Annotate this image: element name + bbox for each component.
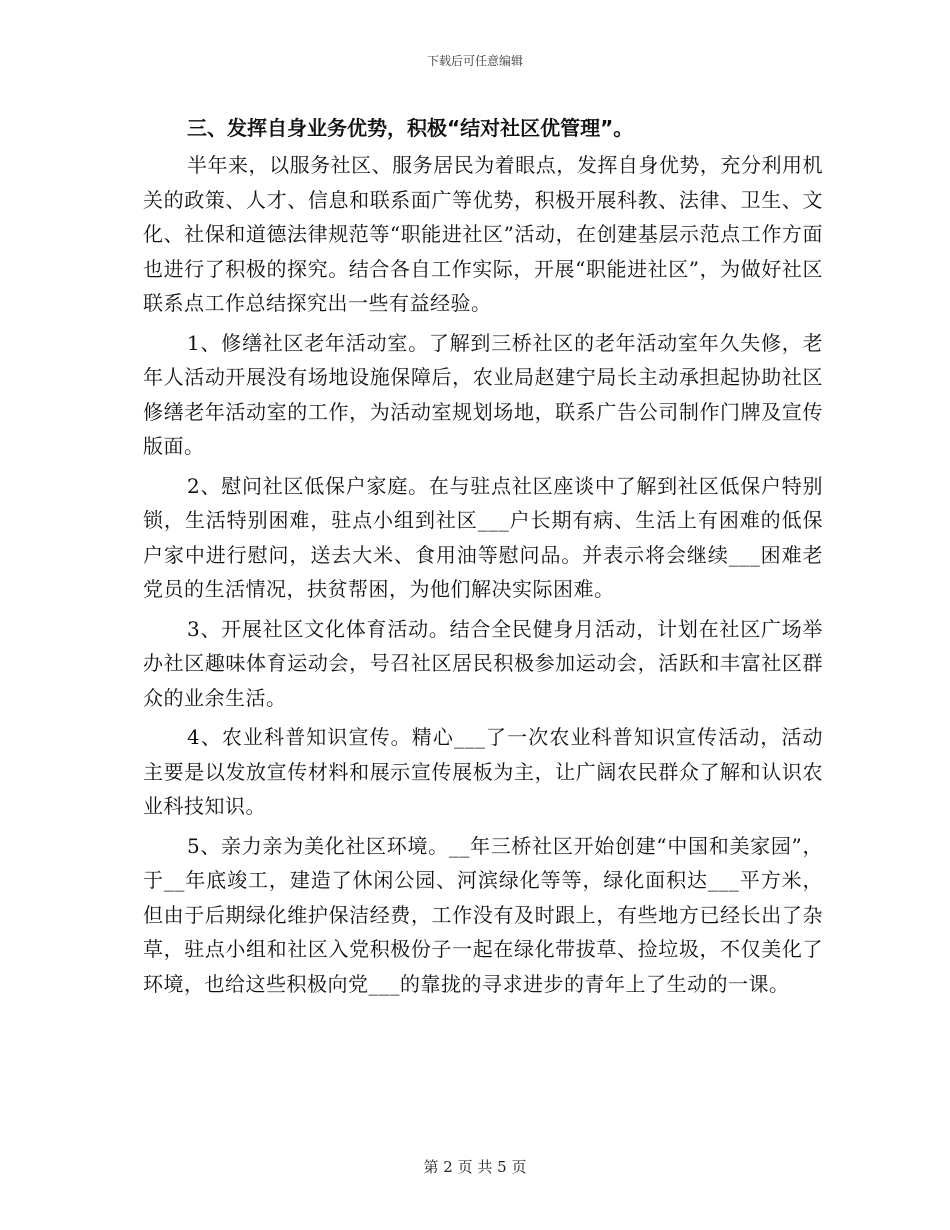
page-number: 第 2 页 共 5 页 (423, 1158, 527, 1176)
paragraph-item-1: 1、修缮社区老年活动室。了解到三桥社区的老年活动室年久失修，老年人活动开展没有场地设施保障后，农业局赵建宁局长主动承担起协助社区修缮老年活动室的工作，为活动室规划场地，联系广告公司制作门牌及宣传版面。 (143, 330, 823, 458)
page-header: 下载后可任意编辑 (426, 54, 523, 68)
document-body (143, 112, 823, 1006)
paragraph-item-3: 3、开展社区文化体育活动。结合全民健身月活动，计划在社区广场举办社区趣味体育运动会，号召社区居民积极参加运动会，活跃和丰富社区群众的业余生活。 (143, 616, 823, 710)
paragraph-item-5: 5、亲力亲为美化社区环境。__年三桥社区开始创建“中国和美家园”，于__年底竣工，建造了休闲公园、河滨绿化等等，绿化面积达___平方米，但由于后期绿化维护保洁经费，工作没有及时跟上，有些地方已经长出了杂草，驻点小组和社区入党积极份子一起在绿化带拔草、捡垃圾，不仅美化了环境，也给这些积极向党___的靠拢的寻求进步的青年上了生动的一课。 (143, 833, 823, 996)
paragraph-item-4: 4、农业科普知识宣传。精心___了一次农业科普知识宣传活动，活动主要是以发放宣传材料和展示宣传展板为主，让广阔农民群众了解和认识农业科技知识。 (143, 725, 823, 818)
paragraph-intro: 半年来，以服务社区、服务居民为着眼点，发挥自身优势，充分利用机关的政策、人才、信息和联系面广等优势，积极开展科教、法律、卫生、文化、社保和道德法律规范等“职能进社区”活动，在创建基层示范点工作方面也进行了积极的探究。结合各自工作实际，开展“职能进社区”，为做好社区联系点工作总结探究出一些有益经验。 (143, 153, 823, 315)
section-heading: 三、发挥自身业务优势，积极“结对社区优管理”。 (187, 116, 634, 140)
paragraph-item-2: 2、慰问社区低保户家庭。在与驻点社区座谈中了解到社区低保户特别锁，生活特别困难，驻点小组到社区___户长期有病、生活上有困难的低保户家中进行慰问，送去大米、食用油等慰问品。并表示将会继续___困难老党员的生活情况，扶贫帮困，为他们解决实际困难。 (143, 473, 823, 601)
